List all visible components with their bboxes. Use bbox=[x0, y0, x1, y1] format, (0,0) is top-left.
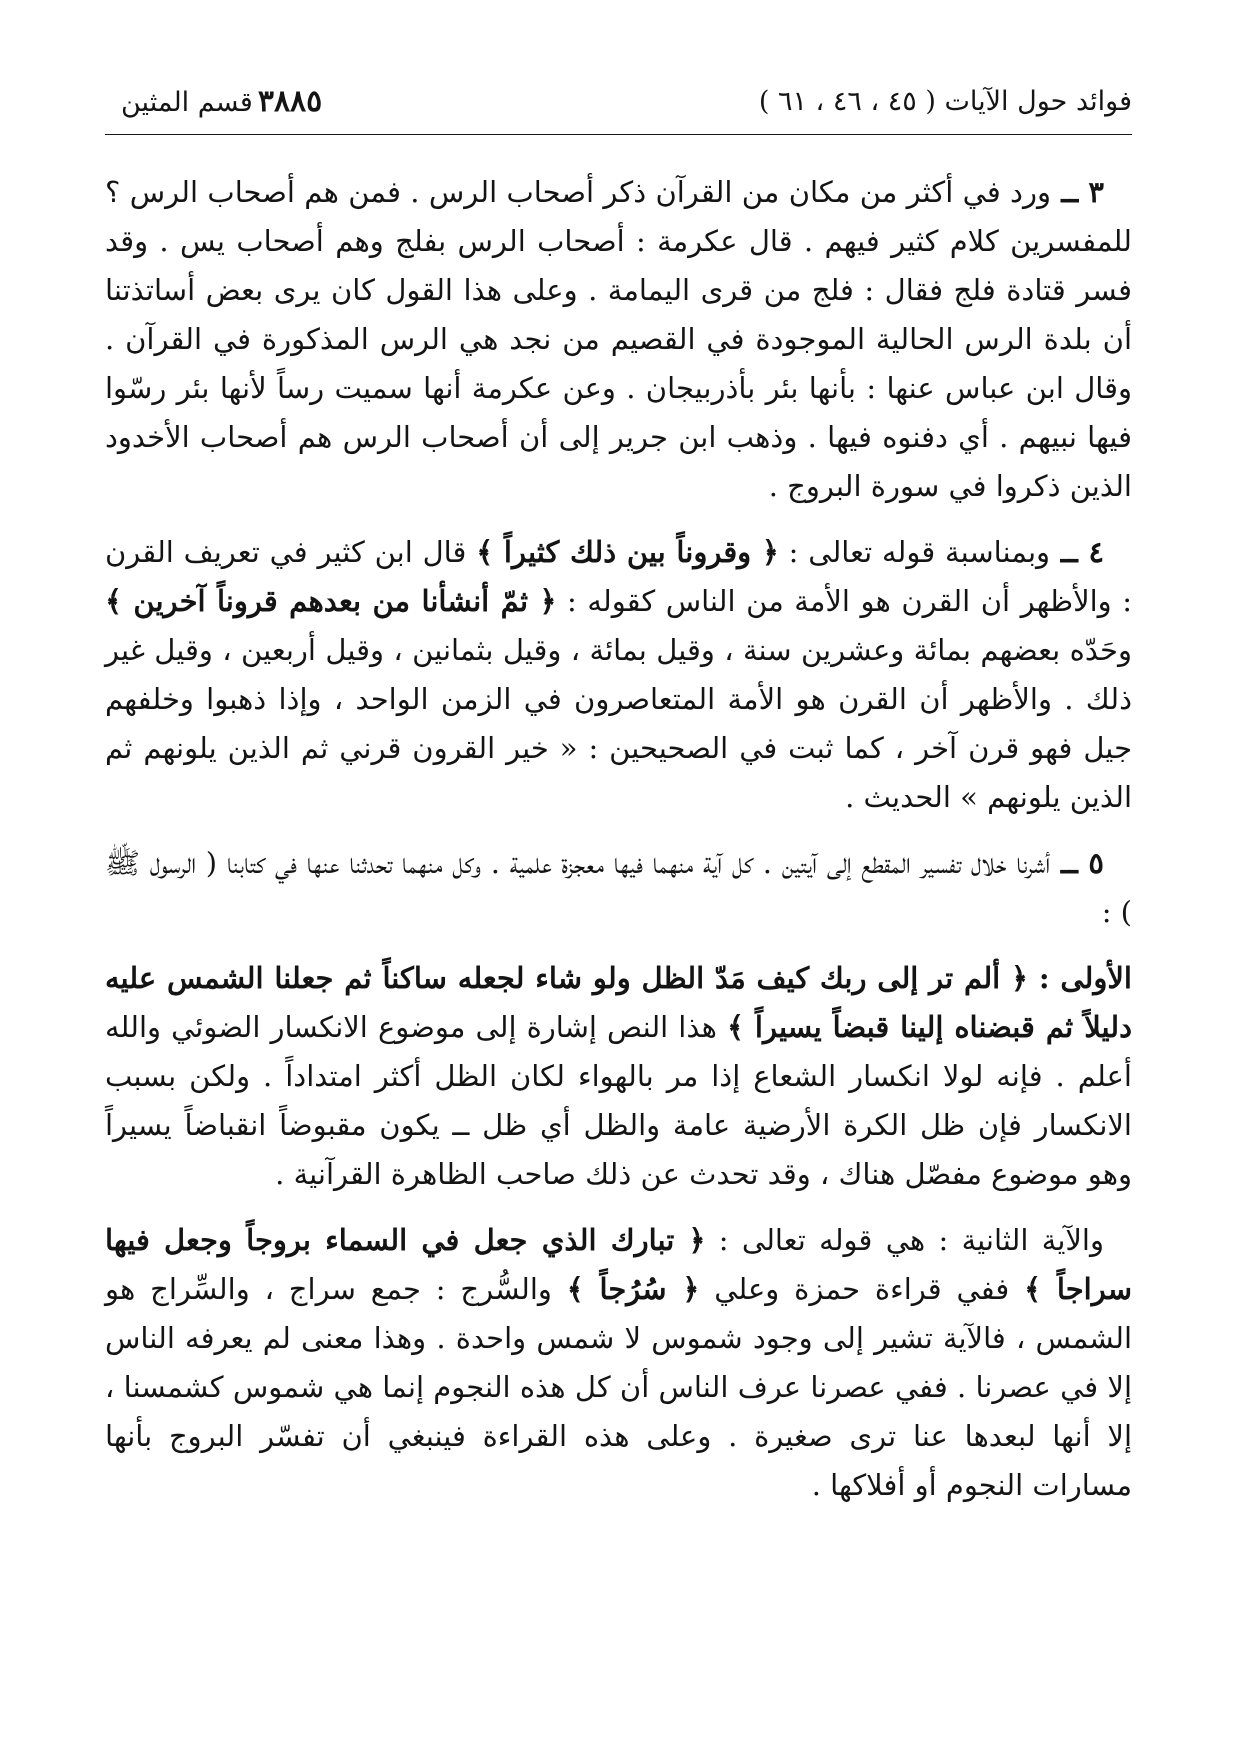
quran-quote: ﴿ سُرُجاً ﴾ bbox=[566, 1272, 700, 1306]
paragraph-text: وبمناسبة قوله تعالى : bbox=[778, 535, 1051, 569]
header-title: فوائد حول الآيات ( ٤٥ ، ٤٦ ، ٦١ ) bbox=[758, 86, 1132, 117]
verse-label: الأولى : bbox=[1028, 961, 1132, 995]
paragraph-number: ٣ ــ bbox=[1050, 175, 1104, 209]
page-number: ٣٨٨٥ bbox=[257, 84, 323, 119]
header-left bbox=[105, 84, 322, 119]
header-rule bbox=[105, 134, 1132, 135]
main-text bbox=[105, 168, 1132, 1527]
paragraph-text: والآية الثانية : هي قوله تعالى : bbox=[705, 1223, 1104, 1257]
paragraph-text: والسُّرج : جمع سراج ، والسِّراج هو الشمس ، فالآية تشير إلى وجود شموس لا شمس واحدة . وهذا معنى لم يعرفه الناس إلا في عصرنا . ففي عصرنا عرف الناس أن كل هذه النجوم إنما هي شموس كشمسنا ، إلا أنها لبعدها عنا ترى صغيرة . وعلى هذه القراءة فينبغي أن تفسّر البروج بأنها مسارات النجوم أو أفلاكها . bbox=[105, 1272, 1133, 1502]
quran-quote: ﴿ ألم تر إلى ربك كيف مَدّ الظل ولو شاء لجعله ساكناً ثم جعلنا الشمس عليه دليلاً ثم قبضناه إلينا قبضاً يسيراً ﴾ bbox=[105, 961, 1133, 1044]
paragraph-second-verse bbox=[105, 1216, 1132, 1510]
section-name: قسم المثين bbox=[121, 87, 253, 118]
paragraph-first-verse bbox=[105, 954, 1132, 1199]
paragraph-4 bbox=[105, 528, 1132, 822]
quran-quote: ﴿ وقروناً بين ذلك كثيراً ﴾ bbox=[476, 535, 779, 569]
paragraph-5 bbox=[105, 839, 1132, 937]
running-header bbox=[105, 82, 1132, 134]
paragraph-number: ٤ ــ bbox=[1050, 535, 1105, 569]
paragraph-text: ففي قراءة حمزة وعلي bbox=[699, 1272, 1025, 1306]
paragraph-number: ٥ ــ bbox=[1050, 846, 1104, 880]
paragraph-3 bbox=[105, 168, 1132, 511]
paragraph-text: قال ابن كثير في تعريف القرن : والأظهر أن القرن هو الأمة من الناس كقوله : bbox=[105, 535, 1132, 618]
paragraph-text: هذا النص إشارة إلى موضوع الانكسار الضوئي والله أعلم . فإنه لولا انكسار الشعاع إذا مر بالهواء لكان الظل أكثر امتداداً . ولكن بسبب الانكسار فإن ظل الكرة الأرضية عامة والظل أي ظل ــ يكون مقبوضاً انقباضاً يسيراً وهو موضوع مفصّل هناك ، وقد تحدث عن ذلك صاحب الظاهرة القرآنية . bbox=[105, 1010, 1132, 1191]
paragraph-text: ورد في أكثر من مكان من القرآن ذكر أصحاب الرس . فمن هم أصحاب الرس ؟ للمفسرين كلام كثير فيهم . قال عكرمة : أصحاب الرس بفلج وهم أصحاب يس . وقد فسر قتادة فلج فقال : فلج من قرى اليمامة . وعلى هذا القول كان يرى بعض أساتذتنا أن بلدة الرس الحالية الموجودة في القصيم من نجد هي الرس المذكورة في القرآن . وقال ابن عباس عنها : بأنها بئر بأذربيجان . وعن عكرمة أنها سميت رساً لأنها بئر رسّوا فيها نبيهم . أي دفنوه فيها . وذهب ابن جرير إلى أن أصحاب الرس هم أصحاب الأخدود الذين ذكروا في سورة البروج . bbox=[105, 175, 1132, 503]
paragraph-text: وحَدّه بعضهم بمائة وعشرين سنة ، وقيل بمائة ، وقيل بثمانين ، وقيل أربعين ، وقيل غير ذلك . والأظهر أن القرن هو الأمة المتعاصرون في الزمن الواحد ، وإذا ذهبوا وخلفهم جيل فهو قرن آخر ، كما ثبت في الصحيحين : « خير القرون قرني ثم الذين يلونهم ثم الذين يلونهم » الحديث . bbox=[105, 633, 1132, 814]
quran-quote: ﴿ ثمّ أنشأنا من بعدهم قروناً آخرين ﴾ bbox=[105, 584, 557, 618]
quran-quote: ﴿ تبارك الذي جعل في السماء بروجاً وجعل فيها سراجاً ﴾ bbox=[105, 1223, 1132, 1306]
paragraph-text: أشرنا خلال تفسير المقطع إلى آيتين . كل آية منهما فيها معجزة علمية . وكل منهما تحدثنا عنها في كتابنا ( الرسول ﷺ ) : bbox=[105, 846, 1132, 929]
